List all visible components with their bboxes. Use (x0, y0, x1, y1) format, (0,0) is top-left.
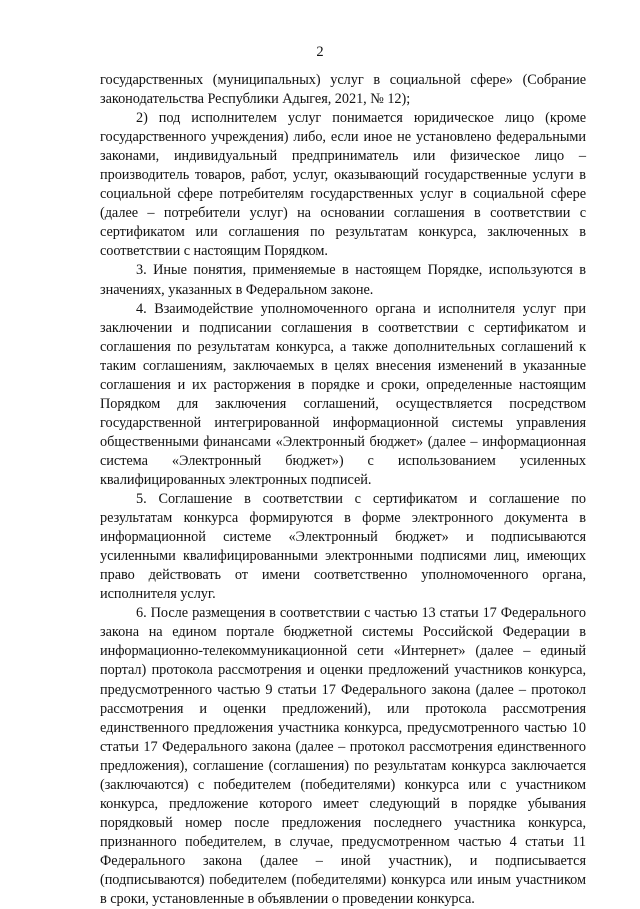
paragraph-item-3: 3. Иные понятия, применяемые в настоящем Порядке, используются в значениях, указанных в Федеральном законе. (100, 262, 586, 298)
paragraph-item-2: 2) под исполнителем услуг понимается юридическое лицо (кроме государственного учреждения) либо, если иное не установлено федеральными законами, индивидуальный предприниматель или физическое лицо – производитель товаров, работ, услуг, оказывающий государственные услуги в социальной сфере потребителям государственных услуг в социальной сфере (далее – потребители услуг) на основании соглашения в соответствии с сертификатом или соглашения по результатам конкурса, заключенных в соответствии с настоящим Порядком. (100, 110, 586, 260)
paragraph-item-4: 4. Взаимодействие уполномоченного органа и исполнителя услуг при заключении и подписании соглашения в соответствии с сертификатом и соглашения по результатам конкурса, а также дополнительных соглашений к таким соглашениям, заключаемых в целях внесения изменений в указанные соглашения и их расторжения в порядке и сроки, определенные настоящим Порядком для заключения соглашений, осуществляется посредством государственной интегрированной информационной системы управления общественными финансами «Электронный бюджет» (далее – информационная система «Электронный бюджет») с использованием усиленных квалифицированных электронных подписей. (100, 300, 586, 488)
paragraph-continuation: государственных (муниципальных) услуг в социальной сфере» (Собрание законодательства Республики Адыгея, 2021, № 12); (100, 72, 586, 108)
paragraph-item-5: 5. Соглашение в соответствии с сертификатом и соглашение по результатам конкурса формируются в форме электронного документа в информационной системе «Электронный бюджет» и подписываются усиленными квалифицированными электронными подписями лиц, имеющих право действовать от имени соответственно уполномоченного органа, исполнителя услуг. (100, 491, 586, 603)
paragraph-item-6: 6. После размещения в соответствии с частью 13 статьи 17 Федерального закона на едином портале бюджетной системы Российской Федерации в информационно-телекоммуникационной сети «Интернет» (далее – единый портал) протокола рассмотрения и оценки предложений участников конкурса, предусмотренного частью 9 статьи 17 Федерального закона (далее – протокол рассмотрения и оценки предложений), или протокола рассмотрения единственного предложения участника конкурса, предусмотренного частью 10 статьи 17 Федерального закона (далее – протокол рассмотрения единственного предложения), соглашение (соглашения) по результатам конкурса заключается (заключаются) с победителем (победителями) конкурса или с участником конкурса, предложение которого имеет следующий в порядке убывания порядковый номер после предложения последнего участника конкурса, признанного победителем, в случае, предусмотренном частью 4 статьи 11 Федерального закона (далее – иной участник), и подписывается (подписываются) победителем (победителями) конкурса или иным участником в сроки, установленные в объявлении о проведении конкурса. (100, 605, 586, 908)
page-number: 2 (316, 44, 324, 60)
document-body (100, 71, 586, 909)
